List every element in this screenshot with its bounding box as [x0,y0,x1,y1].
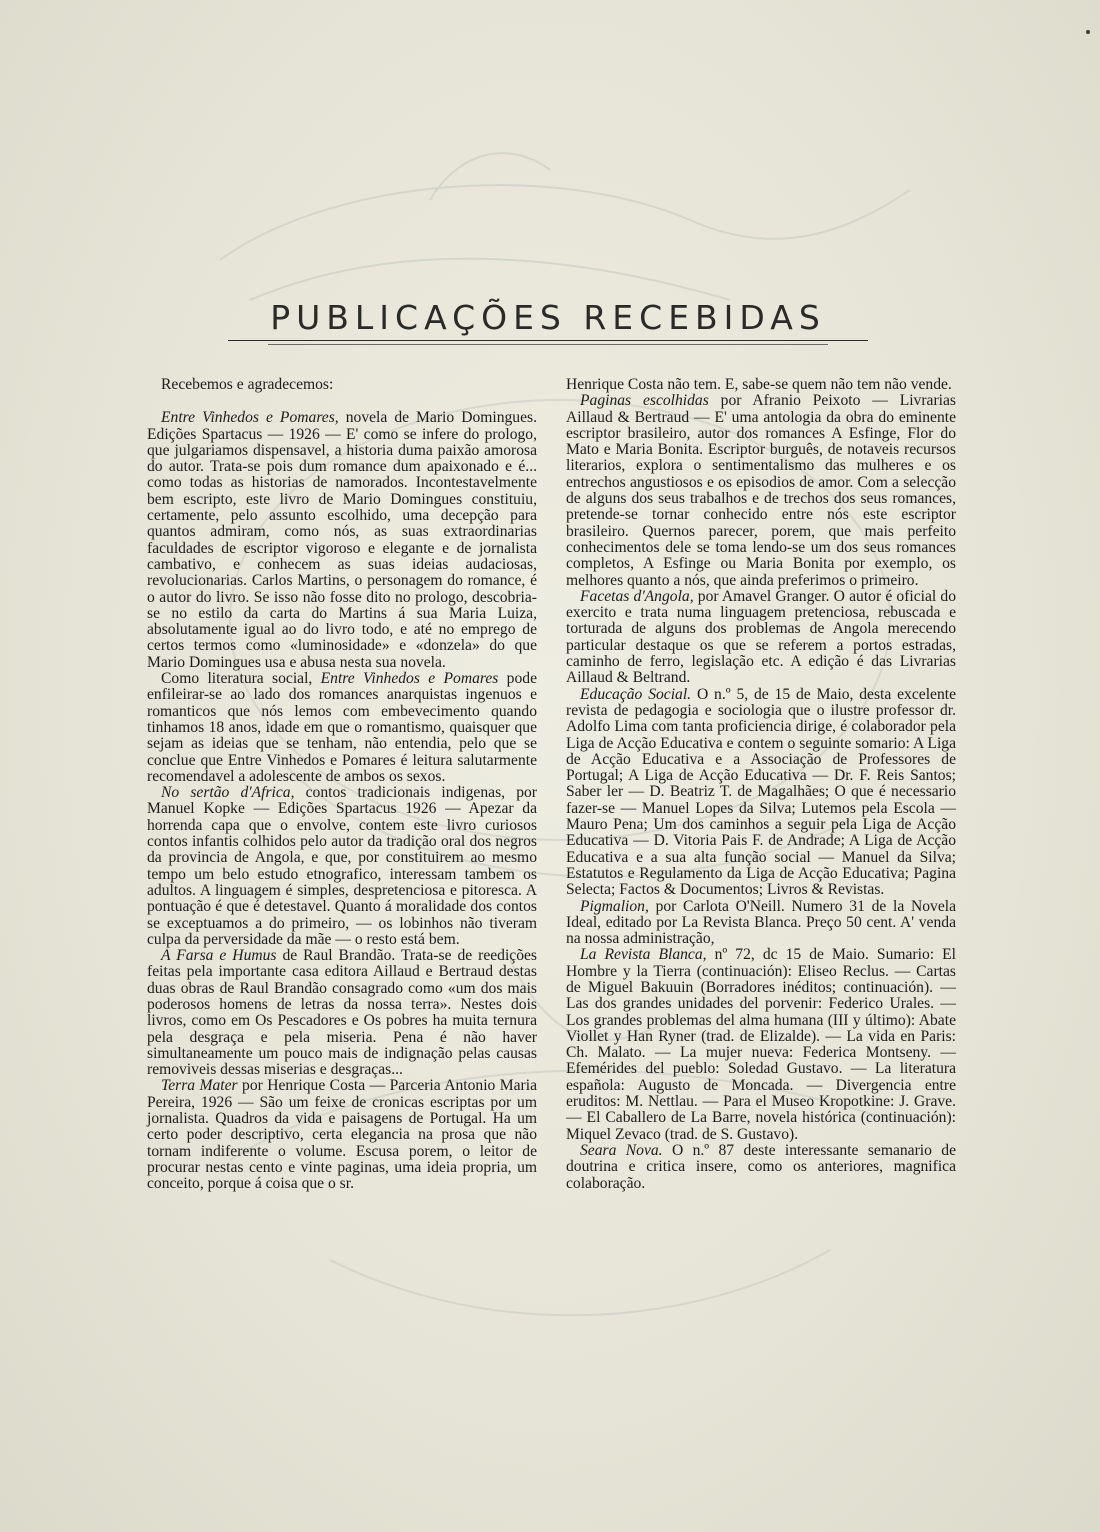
entry-title: Entre Vinhedos e Pomares, [161,409,339,427]
review-entry [566,947,956,1143]
entry-title: No sertão d'Africa, [161,784,295,802]
entry-title: Facetas d'Angola, [580,587,694,605]
entry-text: por Afranio Peixoto — Livrarias Aillaud & Bertraud — E' uma antologia da obra do eminente escriptor brasileiro, autor dos romances A Esfinge, Flor do Mato e Maria Bonita. Escriptor burguês, de notaveis recursos literarios, explora o sentimentalismo das mulheres e os entrechos angustiosos e os episodios de amor. Com a selecção de alguns dos seus trabalhos e de trechos dos seus romances, pretende-se tornar conhecido entre nós este escriptor brasileiro. Quernos parecer, porem, que mais perfeito conhecimentos dele se toma lendo-se um dos seus romances completos, A Esfinge ou Maria Bonita por exemplo, os melhores quanto a nós, que ainda preferimos o primeiro. [566,392,956,589]
review-entry [147,948,537,1078]
entry-title: Educação Social. [580,685,692,703]
entry-text: por Carlota O'Neill. Numero 31 de la Novela Ideal, editado por La Revista Blanca. Preço 50 cent. A' venda na nossa administração, [566,897,956,948]
right-entries [566,377,956,1192]
right-column [566,377,956,1192]
review-entry [566,687,956,899]
title-rule-thin [268,344,828,345]
entry-text: O n.º 87 deste interessante semanario de doutrina e critica insere, como os anteriores, magnifica colaboração. [566,1141,957,1192]
entry-text: por Amavel Granger. O autor é oficial do exercito e trata numa linguagem pretenciosa, rebuscada e torturada de alguns dos problemas de Angola merecendo particular destaque os que se referem a portos estradas, caminho de ferro, legislação etc. A edição é das Livrarias Aillaud & Beltrand. [566,587,956,687]
entry-text: nº 72, dc 15 de Maio. Sumario: El Hombre y la Tierra (continuación): Eliseo Reclus. — Cartas de Miguel Bakuuin (Borradores inéditos; continuación). — Las dos grandes unidades del porvenir: Federico Urales. — Los grandes problemas del alma humana (III y último): Abate Viollet y Han Ryner (trad. de Elizalde). — La vida en Paris: Ch. Malato. — La mujer nueva: Federica Montseny. — Efemérides del pueblo: Soledad Gustavo. — La literatura española: Augusto de Moncada. — Divergencia entre eruditos: M. Nettlau. — Para el Museo Kropotkine: J. Grave. — El Caballero de La Barre, novela histórica (continuación): Miquel Zevaco (trad. de S. Gustavo). [566,946,956,1143]
page-speck [1086,30,1090,34]
entry-title: Paginas escolhidas [580,392,709,410]
entry-text: de Raul Brandão. Trata-se de reedições feitas pela importante casa editora Aillaud e Bertraud destas duas obras de Raul Brandão consagrado como «um dos mais poderosos homens de letras da nossa terra». Nestes dois livros, como em Os Pescadores e Os pobres ha muita ternura pela desgraça e pela miseria. Pena é não haver simultaneamente um pouco mais de indignação pelas causas removiveis dessas miserias e desgraças... [147,947,537,1079]
review-entry [566,1143,956,1192]
entry-text: por Henrique Costa — Parceria Antonio Maria Pereira, 1926 — São um feixe de cronicas escriptas por um jornalista. Quadros da vida e paisagens de Portugal. Ha um certo poder descriptivo, certa elegancia na prosa que não tornam indiferente o volume. Escusa porem, o leitor de procurar nestas cento e vinte paginas, uma ideia propria, um conceito, porque á coisa que o sr. [147,1077,537,1193]
entry-title: Seara Nova. [580,1141,663,1159]
entry-text: pode enfileirar-se ao lado dos romances anarquistas ingenuos e romanticos que nós lemos com embevecimento quando tinhamos 18 anos, idade em que o romantismo, quaisquer que sejam as ideias que se tenham, não entendia, pelo que se conclue que Entre Vinhedos e Pomares é leitura salutarmente recomendavel a adolescente de ambos os sexos. [147,670,537,785]
entry-pre: Como literatura social, [161,670,321,688]
entry-text: novela de Mario Domingues. Edições Spartacus — 1926 — E' como se infere do prologo, que julgariamos dispensavel, a historia duma paixão amorosa do autor. Trata-se pois dum romance dum apaixonado e é... como todas as historias de namorados. Incontestavelmente bem escripto, este livro de Mario Domingues constituiu, certamente, pelo assunto escolhido, uma decepção para quantos admiram, como nós, as suas extraordinarias faculdades de escriptor vigoroso e elegante e de jornalista cambativo, e conhecem as suas ideias audaciosas, revolucionarias. Carlos Martins, o personagem do romance, é o autor do livro. Se isso não fosse dito no prologo, descobria-se no estilo da carta do Martins á sua Maria Luiza, absolutamente igual ao do livro todo, e até no emprego de certos termos como «luminosidade» e «donzela» do que Mario Domingues usa e abusa nesta sua novela. [147,409,537,671]
review-entry [147,1078,537,1192]
left-entries [147,410,537,1192]
entry-title: La Revista Blanca, [580,946,707,964]
entry-title: Entre Vinhedos e Pomares [320,670,499,688]
review-entry [566,393,956,589]
entry-title: Pigmalion, [580,897,649,915]
entry-text: contos tradicionais indigenas, por Manuel Kopke — Edições Spartacus 1926 — Apezar da horrenda capa que o envolve, contem este livro curiosos contos infantis colhidos pelo autor da tradição oral dos negros da provincia de Angola, e que, por constituirem ao mesmo tempo um belo estudo etnografico, interessam tambem os adultos. A linguagem é simples, despretenciosa e pitoresca. A pontuação é que é detestavel. Quanto á moralidade dos contos se exceptuamos a do primeiro, — os lobinhos não tiveram culpa da perversidade da mãe — o resto está bem. [147,784,537,948]
intro-line: Recebemos e agradecemos: [161,376,334,393]
entry-text: O n.º 5, de 15 de Maio, desta excelente revista de pedagogia e sociologia que o ilustre professor dr. Adolfo Lima com tanta proficiencia dirige, é colaborador pela Liga de Acção Educativa e contem o seguinte somario: A Liga de Acção Educativa e a Associação de Professores de Portugal; A Liga de Acção Educativa — Dr. F. Reis Santos; Saber ler — D. Beatriz T. de Magalhães; O que é necessario fazer-se — Manuel Lopes da Silva; Lutemos pela Escola — Mauro Pena; Um dos caminhos a seguir pela Liga de Acção Educativa — D. Vitoria Pais F. de Andrade; A Liga de Acção Educativa e a sua alta função social — Manuel da Silva; Estatutos e Regulamento da Liga de Acção Educativa; Pagina Selecta; Factos & Documentos; Livros & Revistas. [566,685,956,899]
review-entry [566,377,956,393]
left-column [147,377,537,1193]
page-title: PUBLICAÇÕES RECEBIDAS [270,298,826,337]
entry-title: A Farsa e Humus [161,947,277,965]
entry-text: Henrique Costa não tem. E, sabe-se quem não tem não vende. [566,376,952,393]
title-block [228,296,868,345]
review-entry [566,589,956,687]
review-entry [147,785,537,948]
title-rule [228,340,868,341]
review-entry [566,899,956,948]
review-entry [147,671,537,785]
entry-title: Terra Mater [161,1077,238,1095]
review-entry [147,410,537,671]
